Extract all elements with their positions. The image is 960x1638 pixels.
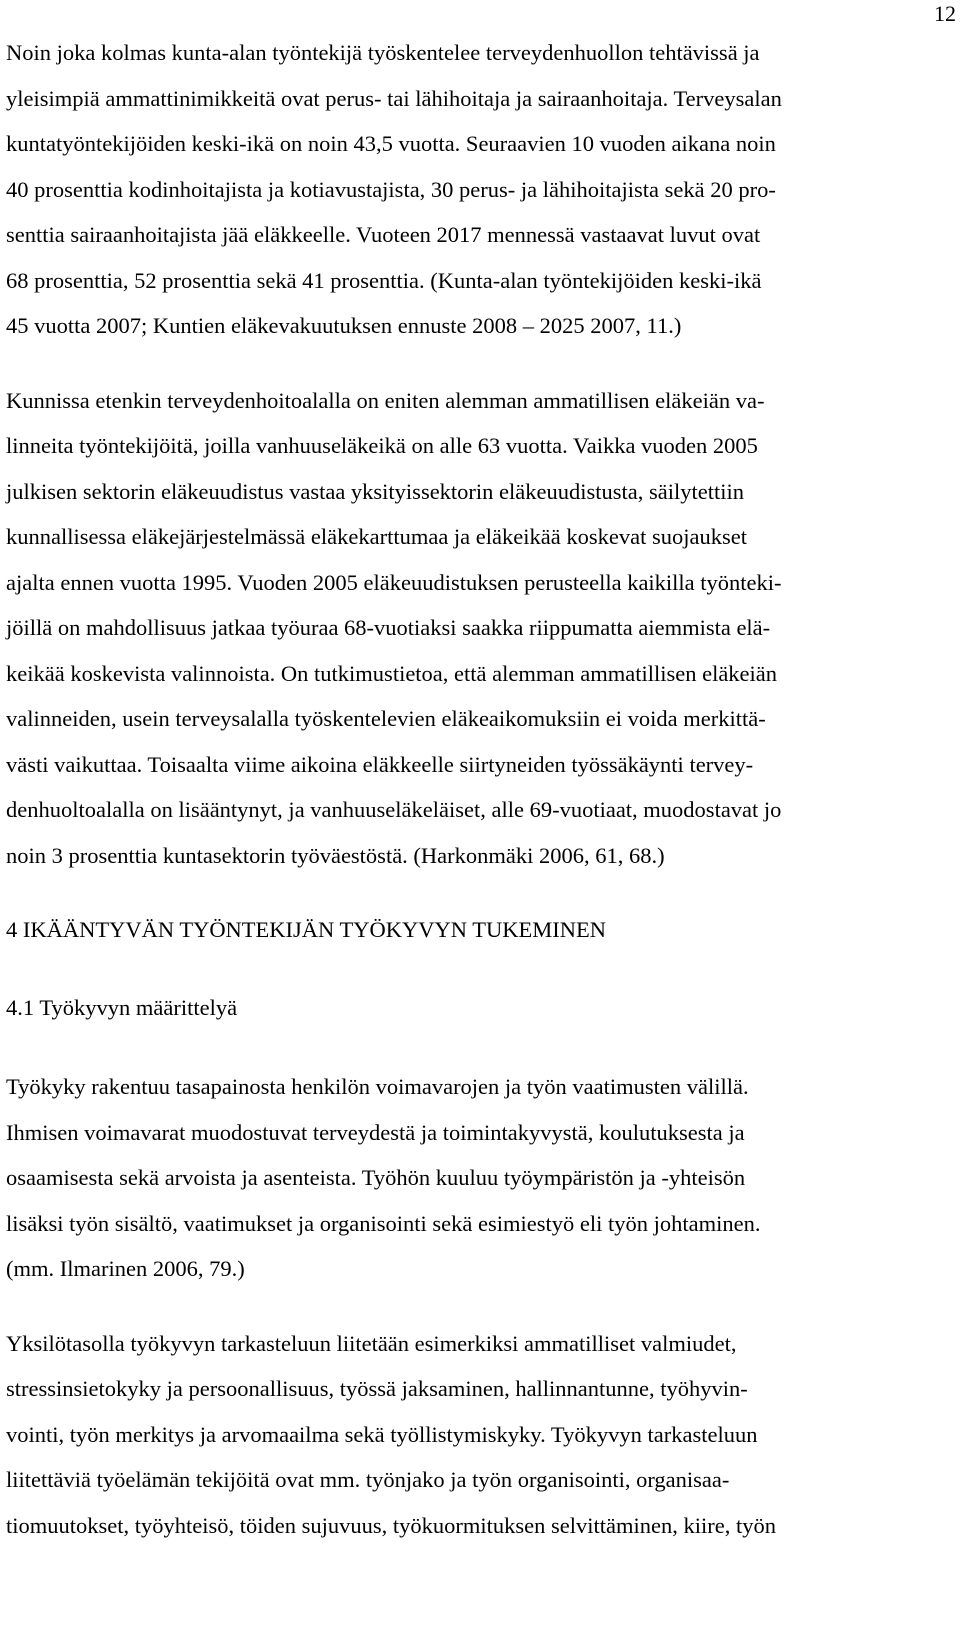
text-line: kunnallisessa eläkejärjestelmässä eläkekarttumaa ja eläkeikää koskevat suojaukset — [6, 524, 747, 549]
text-line: 68 prosenttia, 52 prosenttia sekä 41 prosenttia. (Kunta-alan työntekijöiden keski-ikä — [6, 267, 762, 293]
text-line: denhuoltoalalla on lisääntynyt, ja vanhuuseläkeläiset, alle 69-vuotiaat, muodostavat jo — [6, 797, 782, 822]
text-line: Noin joka kolmas kunta-alan työntekijä työskentelee terveydenhuollon tehtävissä ja — [6, 40, 760, 65]
text-line: valinneiden, usein terveysalalla työskentelevien eläkeaikomuksiin ei voida merkittä- — [6, 706, 766, 731]
text-line: noin 3 prosenttia kuntasektorin työväestöstä. (Harkonmäki 2006, 61, 68.) — [6, 842, 665, 868]
text-line: 45 vuotta 2007; Kuntien eläkevakuutuksen ennuste 2008 – 2025 2007, 11.) — [6, 313, 682, 338]
text-line: Ihmisen voimavarat muodostuvat terveydestä ja toimintakyvystä, koulutuksesta ja — [6, 1119, 745, 1145]
section-heading: 4 IKÄÄNTYVÄN TYÖNTEKIJÄN TYÖKYVYN TUKEMINEN — [6, 917, 606, 942]
subsection-heading: 4.1 Työkyvyn määrittelyä — [6, 995, 238, 1020]
document-body — [6, 30, 921, 1577]
text-line: julkisen sektorin eläkeuudistus vastaa yksityissektorin eläkeuudistusta, säilytettiin — [6, 478, 745, 504]
text-line: tiomuutokset, työyhteisö, töiden sujuvuus, työkuormituksen selvittäminen, kiire, työn — [6, 1512, 776, 1538]
text-line: linneita työntekijöitä, joilla vanhuuseläkeikä on alle 63 vuotta. Vaikka vuoden 2005 — [6, 433, 758, 458]
text-line: kuntatyöntekijöiden keski-ikä on noin 43,5 vuotta. Seuraavien 10 vuoden aikana noin — [6, 131, 776, 156]
paragraph-work-ability-definition — [6, 1064, 921, 1292]
text-line: yleisimpiä ammattinimikkeitä ovat perus- tai lähihoitaja ja sairaanhoitaja. Terveysalan — [6, 85, 782, 111]
text-line: vointi, työn merkitys ja arvomaailma sekä työllistymiskyky. Työkyvyn tarkasteluun — [6, 1421, 758, 1447]
paragraph-individual-level — [6, 1321, 921, 1549]
paragraph-retirement-age — [6, 378, 921, 879]
paragraph-healthcare-workforce — [6, 30, 921, 349]
text-line: osaamisesta sekä arvoista ja asenteista. Työhön kuuluu työympäristön ja -yhteisön — [6, 1165, 746, 1190]
text-line: liitettäviä työelämän tekijöitä ovat mm. työnjako ja työn organisointi, organisaa- — [6, 1467, 730, 1492]
text-line: jöillä on mahdollisuus jatkaa työuraa 68-vuotiaksi saakka riippumatta aiemmista elä- — [6, 615, 771, 640]
text-line: 40 prosenttia kodinhoitajista ja kotiavustajista, 30 perus- ja lähihoitajista sekä 20 pro- — [6, 176, 776, 202]
text-line: ajalta ennen vuotta 1995. Vuoden 2005 eläkeuudistuksen perusteella kaikilla työnteki- — [6, 569, 782, 595]
text-line: senttia sairaanhoitajista jää eläkkeelle. Vuoteen 2017 mennessä vastaavat luvut ovat — [6, 222, 761, 247]
page-number: 12 — [934, 1, 956, 26]
text-line: (mm. Ilmarinen 2006, 79.) — [6, 1256, 245, 1281]
text-line: Yksilötasolla työkyvyn tarkasteluun liitetään esimerkiksi ammatilliset valmiudet, — [6, 1330, 737, 1356]
text-line: keikää koskevista valinnoista. On tutkimustietoa, että alemman ammatillisen eläkeiän — [6, 660, 778, 686]
text-line: Työkyky rakentuu tasapainosta henkilön voimavarojen ja työn vaatimusten välillä. — [6, 1074, 749, 1099]
text-line: Kunnissa etenkin terveydenhoitoalalla on eniten alemman ammatillisen eläkeiän va- — [6, 387, 765, 413]
text-line: lisäksi työn sisältö, vaatimukset ja organisointi sekä esimiestyö eli työn johtaminen. — [6, 1210, 761, 1236]
text-line: västi vaikuttaa. Toisaalta viime aikoina eläkkeelle siirtyneiden työssäkäynti tervey- — [6, 751, 754, 777]
text-line: stressinsietokyky ja persoonallisuus, työssä jaksaminen, hallinnantunne, työhyvin- — [6, 1376, 748, 1401]
